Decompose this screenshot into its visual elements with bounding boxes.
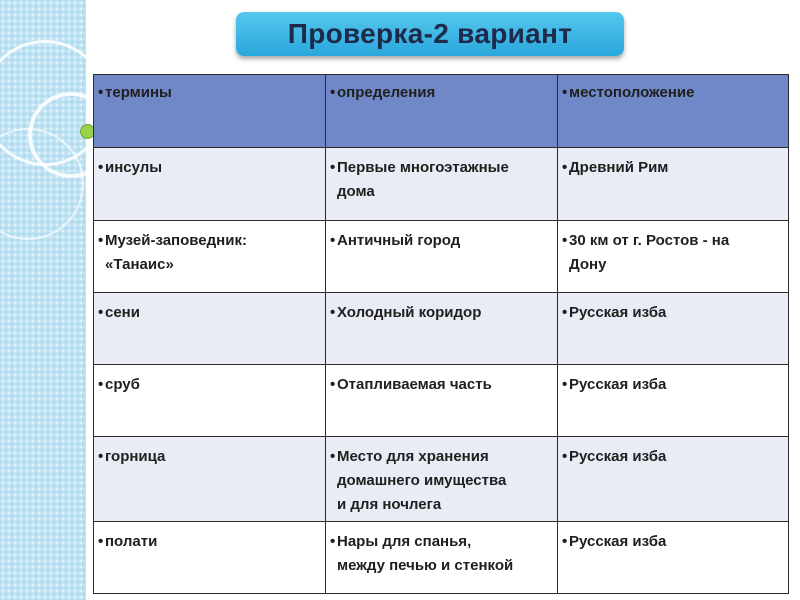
title-banner — [236, 12, 624, 56]
terms-table — [93, 74, 789, 594]
term-cell: • Музей-заповедник: «Танаис» — [94, 221, 326, 293]
table-row — [94, 365, 789, 437]
bullet-icon: • — [330, 84, 336, 101]
term-cell: • инсулы — [94, 148, 326, 221]
bullet-icon: • — [562, 304, 568, 321]
bullet-icon: • — [562, 376, 568, 393]
definition-cell: • Античный город — [326, 221, 558, 293]
table-row — [94, 221, 789, 293]
bullet-icon: • — [98, 232, 104, 249]
bullet-icon: • — [98, 376, 104, 393]
bullet-icon: • — [330, 304, 336, 321]
location-cell: • Русская изба — [558, 293, 789, 365]
location-cell: • Русская изба — [558, 522, 789, 594]
term-cell: • сени — [94, 293, 326, 365]
location-cell: • Русская изба — [558, 365, 789, 437]
location-cell: • Древний Рим — [558, 148, 789, 221]
table-row — [94, 293, 789, 365]
definition-cell: • Место для хранения домашнего имущества и для ночлега — [326, 437, 558, 522]
location-cell: • 30 км от г. Ростов - на Дону — [558, 221, 789, 293]
bullet-icon: • — [98, 533, 104, 550]
definition-cell: • Отапливаемая часть — [326, 365, 558, 437]
bullet-icon: • — [562, 533, 568, 550]
bullet-icon: • — [98, 84, 104, 101]
bullet-icon: • — [330, 448, 336, 465]
term-cell: • сруб — [94, 365, 326, 437]
bullet-icon: • — [98, 159, 104, 176]
definition-cell: • Нары для спанья, между печью и стенкой — [326, 522, 558, 594]
bullet-icon: • — [330, 533, 336, 550]
header-cell-terms: • термины — [94, 75, 326, 148]
table-row — [94, 437, 789, 522]
decorative-sidebar — [0, 0, 86, 600]
bullet-icon: • — [330, 159, 336, 176]
bullet-icon: • — [562, 159, 568, 176]
bullet-icon: • — [98, 304, 104, 321]
header-cell-location: • местоположение — [558, 75, 789, 148]
term-cell: • полати — [94, 522, 326, 594]
table-header-row — [94, 75, 789, 148]
slide-title: Проверка-2 вариант — [287, 18, 573, 49]
definition-cell: • Первые многоэтажные дома — [326, 148, 558, 221]
location-cell: • Русская изба — [558, 437, 789, 522]
bullet-icon: • — [330, 376, 336, 393]
bullet-icon: • — [330, 232, 336, 249]
bullet-icon: • — [98, 448, 104, 465]
term-cell: • горница — [94, 437, 326, 522]
header-cell-definitions: • определения — [326, 75, 558, 148]
table-row — [94, 148, 789, 221]
definition-cell: • Холодный коридор — [326, 293, 558, 365]
bullet-icon: • — [562, 84, 568, 101]
bullet-icon: • — [562, 448, 568, 465]
bullet-icon: • — [562, 232, 568, 249]
table-row — [94, 522, 789, 594]
